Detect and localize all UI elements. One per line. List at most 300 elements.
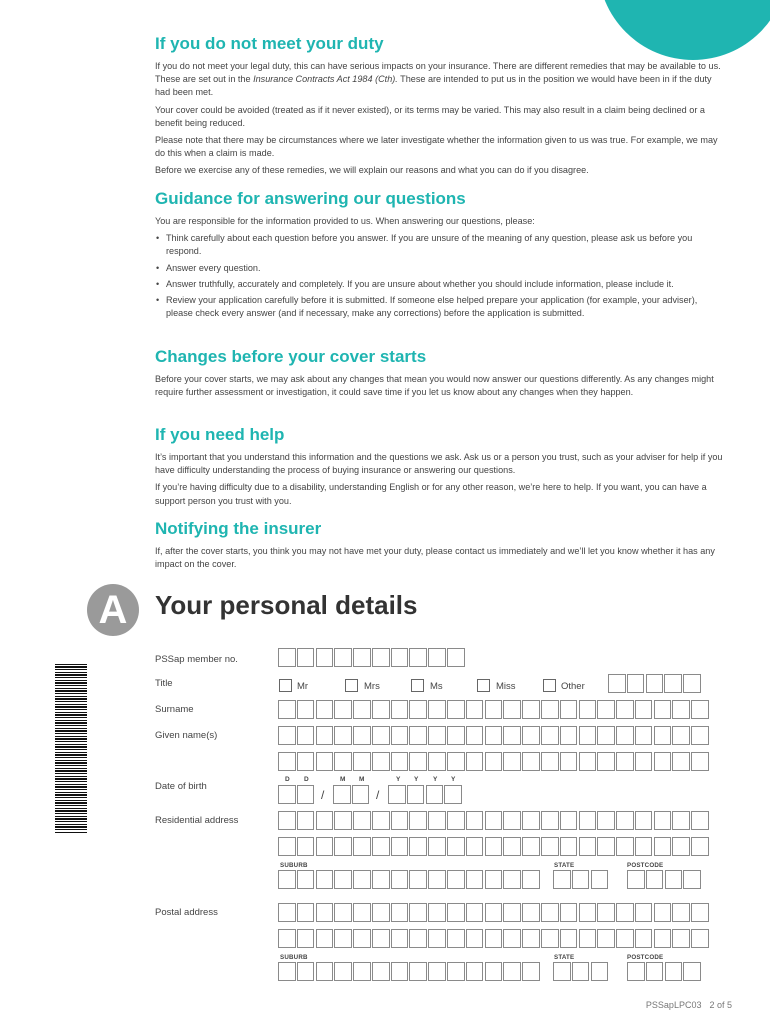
character-cell[interactable] [278, 870, 296, 889]
character-cell[interactable] [635, 700, 653, 719]
dob-hint: D [304, 776, 309, 783]
character-cell[interactable] [391, 962, 409, 981]
character-cell[interactable] [691, 903, 709, 922]
guidance-list [155, 232, 725, 320]
character-cell[interactable] [503, 700, 521, 719]
character-cell[interactable] [466, 700, 484, 719]
residential-address-label: Residential address [155, 815, 239, 826]
character-cell[interactable] [522, 929, 540, 948]
character-cell[interactable] [278, 811, 296, 830]
character-cell[interactable] [428, 837, 446, 856]
character-cell[interactable] [428, 700, 446, 719]
character-cell[interactable] [485, 870, 503, 889]
character-cell[interactable] [334, 811, 352, 830]
character-cell[interactable] [334, 752, 352, 771]
character-cell[interactable] [297, 648, 315, 667]
dob-hint: Y [451, 776, 456, 783]
character-cell[interactable] [522, 700, 540, 719]
character-cell[interactable] [579, 700, 597, 719]
character-cell[interactable] [391, 929, 409, 948]
title-other-input[interactable] [608, 674, 702, 693]
help-section [155, 424, 725, 508]
character-cell[interactable] [391, 837, 409, 856]
character-cell[interactable] [591, 870, 609, 889]
section-title: Your personal details [155, 590, 418, 620]
character-cell[interactable] [541, 700, 559, 719]
character-cell[interactable] [616, 929, 634, 948]
character-cell[interactable] [316, 903, 334, 922]
dob-separator: / [376, 788, 380, 802]
residential-state-input[interactable] [553, 870, 609, 889]
character-cell[interactable] [297, 785, 315, 804]
character-cell[interactable] [372, 929, 390, 948]
character-cell[interactable] [409, 870, 427, 889]
character-cell[interactable] [466, 870, 484, 889]
character-cell[interactable] [503, 929, 521, 948]
character-cell[interactable] [691, 752, 709, 771]
dob-hint: D [285, 776, 290, 783]
character-cell[interactable] [541, 752, 559, 771]
character-cell[interactable] [297, 752, 315, 771]
character-cell[interactable] [353, 929, 371, 948]
postal-address-line-1[interactable] [278, 903, 710, 922]
character-cell[interactable] [353, 837, 371, 856]
character-cell[interactable] [654, 700, 672, 719]
character-cell[interactable] [391, 700, 409, 719]
character-cell[interactable] [597, 726, 615, 745]
character-cell[interactable] [672, 752, 690, 771]
character-cell[interactable] [485, 726, 503, 745]
character-cell[interactable] [316, 870, 334, 889]
character-cell[interactable] [409, 648, 427, 667]
character-cell[interactable] [553, 962, 571, 981]
character-cell[interactable] [572, 870, 590, 889]
character-cell[interactable] [428, 726, 446, 745]
character-cell[interactable] [333, 785, 351, 804]
character-cell[interactable] [447, 929, 465, 948]
character-cell[interactable] [334, 870, 352, 889]
duty-heading: If you do not meet your duty [155, 34, 384, 53]
character-cell[interactable] [428, 870, 446, 889]
character-cell[interactable] [579, 837, 597, 856]
character-cell[interactable] [635, 929, 653, 948]
character-cell[interactable] [522, 837, 540, 856]
title-miss-label: Miss [496, 681, 516, 692]
character-cell[interactable] [428, 929, 446, 948]
character-cell[interactable] [616, 903, 634, 922]
character-cell[interactable] [672, 903, 690, 922]
postal-postcode-input[interactable] [627, 962, 702, 981]
character-cell[interactable] [444, 785, 462, 804]
character-cell[interactable] [466, 929, 484, 948]
character-cell[interactable] [297, 726, 315, 745]
character-cell[interactable] [466, 837, 484, 856]
title-ms-label: Ms [430, 681, 443, 692]
character-cell[interactable] [316, 700, 334, 719]
character-cell[interactable] [409, 962, 427, 981]
character-cell[interactable] [560, 837, 578, 856]
character-cell[interactable] [388, 785, 406, 804]
character-cell[interactable] [654, 811, 672, 830]
character-cell[interactable] [654, 903, 672, 922]
character-cell[interactable] [297, 962, 315, 981]
character-cell[interactable] [597, 700, 615, 719]
duty-paragraph-4: Before we exercise any of these remedies, we will explain our reasons and what you can do if you disagree. [155, 165, 589, 176]
character-cell[interactable] [278, 962, 296, 981]
character-cell[interactable] [485, 962, 503, 981]
character-cell[interactable] [372, 811, 390, 830]
character-cell[interactable] [672, 837, 690, 856]
character-cell[interactable] [672, 726, 690, 745]
postal-postcode-caption: POSTCODE [627, 954, 664, 961]
title-mr-checkbox[interactable] [279, 679, 292, 692]
character-cell[interactable] [447, 837, 465, 856]
character-cell[interactable] [485, 811, 503, 830]
residential-postcode-caption: POSTCODE [627, 862, 664, 869]
character-cell[interactable] [353, 726, 371, 745]
character-cell[interactable] [691, 929, 709, 948]
character-cell[interactable] [409, 811, 427, 830]
character-cell[interactable] [591, 962, 609, 981]
character-cell[interactable] [334, 837, 352, 856]
character-cell[interactable] [353, 962, 371, 981]
character-cell[interactable] [597, 752, 615, 771]
postal-suburb-input[interactable] [278, 962, 541, 981]
character-cell[interactable] [409, 752, 427, 771]
character-cell[interactable] [409, 903, 427, 922]
character-cell[interactable] [428, 962, 446, 981]
character-cell[interactable] [278, 785, 296, 804]
dob-label: Date of birth [155, 781, 207, 792]
title-mrs-label: Mrs [364, 681, 380, 692]
character-cell[interactable] [278, 929, 296, 948]
residential-address-line-1[interactable] [278, 811, 710, 830]
character-cell[interactable] [485, 837, 503, 856]
character-cell[interactable] [297, 700, 315, 719]
character-cell[interactable] [616, 726, 634, 745]
dob-year-input[interactable] [388, 785, 463, 804]
character-cell[interactable] [635, 811, 653, 830]
character-cell[interactable] [278, 752, 296, 771]
character-cell[interactable] [334, 700, 352, 719]
residential-suburb-input[interactable] [278, 870, 541, 889]
character-cell[interactable] [503, 870, 521, 889]
character-cell[interactable] [391, 870, 409, 889]
character-cell[interactable] [560, 752, 578, 771]
character-cell[interactable] [541, 837, 559, 856]
dob-day-input[interactable] [278, 785, 316, 804]
character-cell[interactable] [426, 785, 444, 804]
character-cell[interactable] [654, 837, 672, 856]
character-cell[interactable] [560, 811, 578, 830]
character-cell[interactable] [522, 726, 540, 745]
character-cell[interactable] [627, 870, 645, 889]
postal-state-input[interactable] [553, 962, 609, 981]
character-cell[interactable] [278, 903, 296, 922]
character-cell[interactable] [409, 837, 427, 856]
character-cell[interactable] [372, 837, 390, 856]
character-cell[interactable] [409, 700, 427, 719]
character-cell[interactable] [466, 752, 484, 771]
character-cell[interactable] [691, 726, 709, 745]
changes-heading: Changes before your cover starts [155, 347, 427, 366]
character-cell[interactable] [665, 962, 683, 981]
character-cell[interactable] [597, 811, 615, 830]
character-cell[interactable] [316, 962, 334, 981]
character-cell[interactable] [522, 903, 540, 922]
notifying-heading: Notifying the insurer [155, 519, 322, 538]
character-cell[interactable] [466, 962, 484, 981]
residential-address-line-2[interactable] [278, 837, 710, 856]
changes-paragraph: Before your cover starts, we may ask about any changes that mean you would now answer our questions differently. As any changes might require further assessment or investigation, it could save time if you let us know about any changes when they happen. [155, 374, 714, 398]
character-cell[interactable] [334, 726, 352, 745]
duty-paragraph-3: Please note that there may be circumstances where we later investigate whether the information given to us was true. For example, we may do this when a claim is made. [155, 135, 718, 159]
title-ms-checkbox[interactable] [411, 679, 424, 692]
character-cell[interactable] [597, 929, 615, 948]
character-cell[interactable] [278, 648, 296, 667]
character-cell[interactable] [372, 700, 390, 719]
character-cell[interactable] [683, 674, 701, 693]
character-cell[interactable] [560, 903, 578, 922]
character-cell[interactable] [579, 903, 597, 922]
notifying-section [155, 518, 725, 571]
dob-hint: M [340, 776, 346, 783]
character-cell[interactable] [627, 674, 645, 693]
section-badge: A [87, 584, 139, 636]
postal-state-caption: STATE [554, 954, 575, 961]
duty-paragraph-1: If you do not meet your legal duty, this can have serious impacts on your insurance. There are different remedies that may be available to us. These are set out in the Insurance Contracts Act 1984 (Cth). These are intended to put us in the position we would have been in if the duty had been met. [155, 61, 721, 98]
dob-hint: Y [396, 776, 401, 783]
character-cell[interactable] [646, 962, 664, 981]
character-cell[interactable] [428, 811, 446, 830]
character-cell[interactable] [352, 785, 370, 804]
title-miss-checkbox[interactable] [477, 679, 490, 692]
character-cell[interactable] [297, 811, 315, 830]
surname-input[interactable] [278, 700, 710, 719]
character-cell[interactable] [522, 870, 540, 889]
character-cell[interactable] [353, 700, 371, 719]
notifying-paragraph: If, after the cover starts, you think you may not have met your duty, please contact us immediately and we’ll let you know whether it has any impact on the cover. [155, 546, 715, 570]
duty-paragraph-2: Your cover could be avoided (treated as if it never existed), or its terms may be varied. This may also result in a claim being declined or a benefit being reduced. [155, 104, 705, 128]
character-cell[interactable] [579, 752, 597, 771]
character-cell[interactable] [503, 752, 521, 771]
character-cell[interactable] [616, 837, 634, 856]
title-label: Title [155, 678, 173, 689]
character-cell[interactable] [541, 726, 559, 745]
character-cell[interactable] [316, 837, 334, 856]
character-cell[interactable] [353, 870, 371, 889]
character-cell[interactable] [691, 700, 709, 719]
character-cell[interactable] [541, 811, 559, 830]
character-cell[interactable] [297, 903, 315, 922]
character-cell[interactable] [372, 648, 390, 667]
residential-suburb-caption: SUBURB [280, 862, 308, 869]
dob-month-input[interactable] [333, 785, 371, 804]
character-cell[interactable] [447, 903, 465, 922]
character-cell[interactable] [560, 929, 578, 948]
character-cell[interactable] [672, 700, 690, 719]
character-cell[interactable] [522, 752, 540, 771]
character-cell[interactable] [297, 837, 315, 856]
postal-address-label: Postal address [155, 907, 218, 918]
character-cell[interactable] [691, 837, 709, 856]
help-paragraph-1: It’s important that you understand this information and the questions we ask. Ask us or a person you trust, such as your adviser for help if you have difficulty understanding the process of buying insurance or answering our questions. [155, 452, 723, 476]
character-cell[interactable] [616, 752, 634, 771]
character-cell[interactable] [665, 870, 683, 889]
character-cell[interactable] [646, 870, 664, 889]
character-cell[interactable] [372, 870, 390, 889]
character-cell[interactable] [646, 674, 664, 693]
character-cell[interactable] [372, 752, 390, 771]
character-cell[interactable] [560, 700, 578, 719]
character-cell[interactable] [579, 929, 597, 948]
character-cell[interactable] [316, 752, 334, 771]
character-cell[interactable] [541, 929, 559, 948]
character-cell[interactable] [278, 700, 296, 719]
character-cell[interactable] [447, 648, 465, 667]
character-cell[interactable] [334, 929, 352, 948]
character-cell[interactable] [664, 674, 682, 693]
character-cell[interactable] [372, 726, 390, 745]
character-cell[interactable] [428, 752, 446, 771]
character-cell[interactable] [635, 903, 653, 922]
character-cell[interactable] [627, 962, 645, 981]
character-cell[interactable] [503, 962, 521, 981]
character-cell[interactable] [316, 811, 334, 830]
given-names-input-1[interactable] [278, 726, 710, 745]
character-cell[interactable] [391, 648, 409, 667]
character-cell[interactable] [635, 837, 653, 856]
character-cell[interactable] [672, 811, 690, 830]
character-cell[interactable] [608, 674, 626, 693]
guidance-bullet: • Answer truthfully, accurately and completely. If you are unsure about whether you should include information, please include it. [156, 278, 674, 289]
character-cell[interactable] [334, 903, 352, 922]
barcode [55, 664, 87, 834]
character-cell[interactable] [428, 903, 446, 922]
character-cell[interactable] [316, 929, 334, 948]
character-cell[interactable] [597, 903, 615, 922]
help-paragraph-2: If you’re having difficulty due to a disability, understanding English or for any other reason, we’re here to help. If you want, you can have a support person you trust with you. [155, 482, 707, 506]
character-cell[interactable] [407, 785, 425, 804]
character-cell[interactable] [334, 648, 352, 667]
character-cell[interactable] [372, 962, 390, 981]
character-cell[interactable] [579, 811, 597, 830]
character-cell[interactable] [353, 811, 371, 830]
surname-label: Surname [155, 704, 194, 715]
character-cell[interactable] [447, 752, 465, 771]
postal-address-line-2[interactable] [278, 929, 710, 948]
character-cell[interactable] [485, 929, 503, 948]
character-cell[interactable] [372, 903, 390, 922]
character-cell[interactable] [672, 929, 690, 948]
form-code: PSSapLPC03 [645, 1000, 702, 1010]
dob-hint: Y [433, 776, 438, 783]
given-names-input-2[interactable] [278, 752, 710, 771]
character-cell[interactable] [616, 811, 634, 830]
character-cell[interactable] [654, 752, 672, 771]
character-cell[interactable] [316, 726, 334, 745]
character-cell[interactable] [297, 929, 315, 948]
character-cell[interactable] [503, 837, 521, 856]
character-cell[interactable] [635, 752, 653, 771]
character-cell[interactable] [597, 837, 615, 856]
character-cell[interactable] [447, 811, 465, 830]
character-cell[interactable] [485, 700, 503, 719]
character-cell[interactable] [428, 648, 446, 667]
character-cell[interactable] [334, 962, 352, 981]
character-cell[interactable] [353, 648, 371, 667]
character-cell[interactable] [579, 726, 597, 745]
title-other-checkbox[interactable] [543, 679, 556, 692]
character-cell[interactable] [466, 811, 484, 830]
character-cell[interactable] [522, 962, 540, 981]
character-cell[interactable] [409, 929, 427, 948]
character-cell[interactable] [560, 726, 578, 745]
character-cell[interactable] [391, 811, 409, 830]
character-cell[interactable] [353, 903, 371, 922]
guidance-bullet: • Review your application carefully before it is submitted. If someone else helped prepare your application (for example, your adviser), please check every answer (and if necessary, make any corrections) before the application is submitted. [156, 295, 698, 319]
character-cell[interactable] [391, 903, 409, 922]
character-cell[interactable] [316, 648, 334, 667]
character-cell[interactable] [485, 903, 503, 922]
character-cell[interactable] [572, 962, 590, 981]
member-label: PSSap member no. [155, 654, 238, 665]
postal-suburb-caption: SUBURB [280, 954, 308, 961]
character-cell[interactable] [391, 752, 409, 771]
character-cell[interactable] [447, 962, 465, 981]
character-cell[interactable] [635, 726, 653, 745]
guidance-bullet: • Answer every question. [156, 262, 261, 273]
character-cell[interactable] [353, 752, 371, 771]
character-cell[interactable] [485, 752, 503, 771]
character-cell[interactable] [447, 726, 465, 745]
given-names-label: Given name(s) [155, 730, 218, 741]
residential-postcode-input[interactable] [627, 870, 702, 889]
character-cell[interactable] [553, 870, 571, 889]
guidance-bullet: • Think carefully about each question before you answer. If you are unsure of the meaning of any question, please ask us before you respond. [156, 233, 693, 257]
character-cell[interactable] [503, 726, 521, 745]
dob-hint: M [359, 776, 365, 783]
character-cell[interactable] [278, 726, 296, 745]
member-number-input[interactable] [278, 648, 466, 667]
character-cell[interactable] [466, 903, 484, 922]
title-mrs-checkbox[interactable] [345, 679, 358, 692]
character-cell[interactable] [691, 811, 709, 830]
character-cell[interactable] [447, 870, 465, 889]
character-cell[interactable] [541, 903, 559, 922]
changes-section [155, 346, 725, 399]
title-mr-label: Mr [297, 681, 309, 692]
character-cell[interactable] [654, 726, 672, 745]
character-cell[interactable] [616, 700, 634, 719]
dob-hint: Y [414, 776, 419, 783]
character-cell[interactable] [503, 811, 521, 830]
character-cell[interactable] [278, 837, 296, 856]
guidance-section [155, 188, 725, 320]
dob-separator: / [321, 788, 325, 802]
character-cell[interactable] [297, 870, 315, 889]
character-cell[interactable] [683, 870, 701, 889]
character-cell[interactable] [447, 700, 465, 719]
character-cell[interactable] [409, 726, 427, 745]
character-cell[interactable] [654, 929, 672, 948]
character-cell[interactable] [466, 726, 484, 745]
duty-section [155, 33, 725, 178]
character-cell[interactable] [391, 726, 409, 745]
character-cell[interactable] [522, 811, 540, 830]
character-cell[interactable] [683, 962, 701, 981]
character-cell[interactable] [503, 903, 521, 922]
